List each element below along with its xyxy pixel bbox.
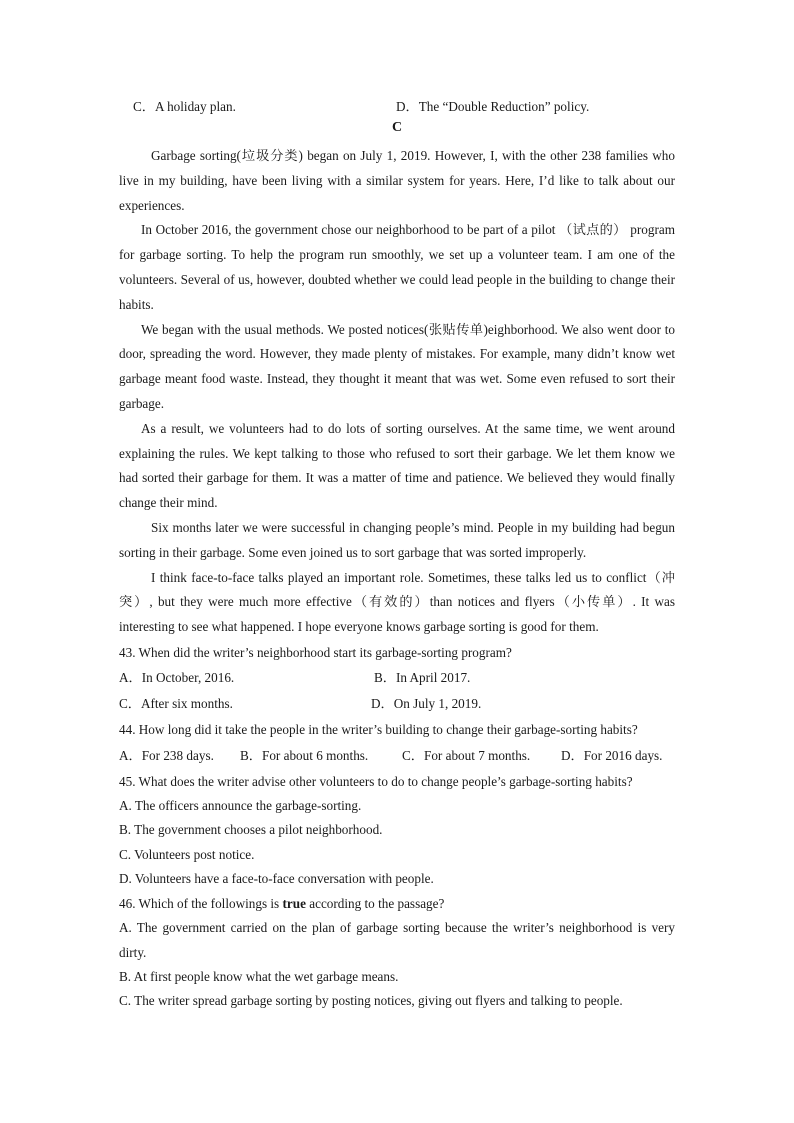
previous-question-options [119,94,675,116]
options-row-2 [119,691,675,717]
question-46 [119,891,675,1013]
stem-emphasis-true: true [282,895,306,911]
question-44 [119,717,675,768]
reading-passage [119,144,675,640]
question-45 [119,769,675,891]
question-stem [119,891,675,916]
passage-paragraph-6: I think face-to-face talks played an important role. Sometimes, these talks led us to conflict（冲突）, but they were much more effective（有效的）than notices and flyers（小传单）. It was interesting to see what happened. I hope everyone knows garbage sorting is good for them. [119,569,675,635]
question-stem: 43. When did the writer’s neighborhood start its garbage-sorting program? [119,644,512,660]
question-43 [119,640,675,717]
option-a: A．In October, 2016. [119,670,235,686]
option-c: C. Volunteers post notice. [119,846,255,862]
option-a: A. The government carried on the plan of garbage sorting because the writer’s neighborhood is very dirty. [119,920,675,960]
option-a: A. The officers announce the garbage-sorting. [119,798,362,814]
option-c: C．A holiday plan. [133,99,236,114]
passage-paragraph-5: Six months later we were successful in changing people’s mind. People in my building had begun sorting in their garbage. Some even joined us to sort garbage that was sorted improperly. [119,519,675,560]
option-d: D. Volunteers have a face-to-face conversation with people. [119,870,434,886]
option-b: B. The government chooses a pilot neighborhood. [119,822,383,838]
options-row-1 [119,665,675,691]
option-c: C. The writer spread garbage sorting by posting notices, giving out flyers and talking to people. [119,992,623,1008]
options-row [119,743,675,769]
option-a: A．For 238 days. [119,747,214,763]
passage-paragraph-4: As a result, we volunteers had to do lots of sorting ourselves. At the same time, we went around explaining the rules. We kept talking to those who refused to sort their garbage. We let them know we had sorted their garbage for them. It was a matter of time and patience. We believed they would finally change their mind. [119,420,675,511]
section-title: C [391,120,403,135]
option-d: D．For 2016 days. [561,747,663,763]
option-d: D．On July 1, 2019. [371,696,482,712]
stem-text-end: according to the passage? [305,895,445,911]
question-stem: 45. What does the writer advise other volunteers to do to change people’s garbage-sorting habits? [119,773,633,789]
passage-paragraph-1: Garbage sorting(垃圾分类) began on July 1, 2019. However, I, with the other 238 families who live in my building, have been living with a similar system for years. Here, I’d like to talk about our experiences. [119,148,675,213]
option-b: B．In April 2017. [374,670,471,686]
option-d: D．The “Double Reduction” policy. [396,99,590,114]
exam-page [119,94,675,1013]
stem-text-start: 46. Which of the followings is [119,895,283,911]
option-b: B．For about 6 months. [240,747,369,763]
passage-paragraph-3: We began with the usual methods. We posted notices(张贴传单)eighborhood. We also went door to door, spreading the word. However, they made plenty of mistakes. For example, many didn’t know wet garbage meant food waste. Instead, they thought it meant that was wet. Some even refused to sort their garbage. [119,321,675,411]
option-c: C．For about 7 months. [402,747,531,763]
passage-paragraph-2: In October 2016, the government chose our neighborhood to be part of a pilot （试点的） program for garbage sorting. To help the program run smoothly, we set up a volunteer team. I am one of the volunteers. Several of us, however, doubted whether we could lead people in the building to change their habits. [119,222,675,312]
question-stem: 44. How long did it take the people in the writer’s building to change their garbage-sorting habits? [119,722,638,738]
option-b: B. At first people know what the wet garbage means. [119,968,399,984]
option-c: C．After six months. [119,696,233,712]
